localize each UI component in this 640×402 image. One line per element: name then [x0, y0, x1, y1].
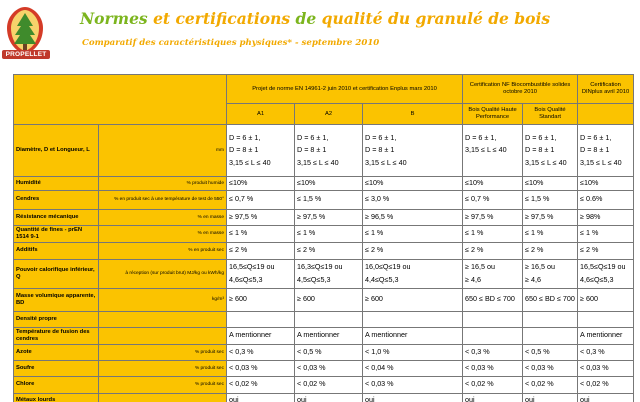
value-cell-nf-std: 650 ≤ BD ≤ 700 [523, 288, 578, 311]
value-cell-nf-high: ≤10% [463, 177, 523, 191]
header-group-en14961: Projet de norme EN 14961-2 juin 2010 et certification Enplus mars 2010 [227, 75, 463, 104]
value-cell-din [578, 259, 634, 288]
header-corner-cell [14, 75, 227, 125]
value-cell-a2: ≥ 600 [295, 288, 363, 311]
value-cell-din: ≤ 1 % [578, 225, 634, 242]
table-row [14, 344, 634, 360]
criterion-unit: % produit sec [99, 344, 227, 360]
value-cell-b: ≤ 2 % [363, 242, 463, 259]
value-line: D = 6 ± 1, [229, 132, 261, 142]
value-cell-nf-high: ≤ 2 % [463, 242, 523, 259]
value-cell-nf-std [523, 327, 578, 344]
value-cell-nf-std: ≤10% [523, 177, 578, 191]
criterion-unit: % en masse [99, 209, 227, 225]
table-row [14, 225, 634, 242]
header-row-groups [14, 75, 634, 104]
criterion-label: Métaux lourds [14, 393, 99, 402]
value-cell-b: oui [363, 393, 463, 402]
value-cell-din [578, 125, 634, 177]
value-cell-a2: ≤ 1,5 % [295, 190, 363, 209]
value-cell-b: A mentionner [363, 327, 463, 344]
criterion-label: Masse volumique apparente, BD [14, 288, 99, 311]
header-class-nf-std: Bois Qualité Standart [523, 104, 578, 125]
value-cell-a1: ≤ 2 % [227, 242, 295, 259]
criterion-unit: % produit sec [99, 376, 227, 393]
header-group-nf: Certification NF Biocombustible solides octobre 2010 [463, 75, 578, 104]
value-line: 4,4≤Q≤5,3 [365, 274, 399, 284]
value-cell-b [363, 311, 463, 327]
table-row [14, 177, 634, 191]
value-line: D = 6 ± 1, [465, 132, 497, 142]
value-cell-nf-high [463, 125, 523, 177]
value-cell-a2: ≤10% [295, 177, 363, 191]
value-line: ≥ 4,6 [465, 274, 481, 284]
table-row [14, 259, 634, 288]
value-cell-din: oui [578, 393, 634, 402]
criterion-unit: % en masse [99, 225, 227, 242]
value-cell-b [363, 125, 463, 177]
value-cell-a2: < 0,03 % [295, 360, 363, 376]
criterion-unit [99, 311, 227, 327]
value-cell-b: < 0,03 % [363, 376, 463, 393]
value-line: D = 8 ± 1 [365, 145, 395, 155]
value-line: D = 8 ± 1 [525, 145, 555, 155]
value-cell-a1: ≥ 97,5 % [227, 209, 295, 225]
table-row [14, 190, 634, 209]
value-line: 3,15 ≤ L ≤ 40 [580, 157, 622, 167]
table-row [14, 242, 634, 259]
criterion-label: Additifs [14, 242, 99, 259]
value-cell-din: < 0,3 % [578, 344, 634, 360]
criterion-label: Cendres [14, 190, 99, 209]
criterion-label: Densité propre [14, 311, 99, 327]
value-cell-nf-high [463, 259, 523, 288]
value-cell-a1 [227, 125, 295, 177]
value-cell-a1: ≤10% [227, 177, 295, 191]
table-row [14, 376, 634, 393]
value-cell-a1: < 0,02 % [227, 376, 295, 393]
value-cell-a2: ≤ 2 % [295, 242, 363, 259]
criterion-label: Humidité [14, 177, 99, 191]
comparison-table [13, 74, 634, 402]
criterion-unit [99, 327, 227, 344]
table-row [14, 327, 634, 344]
value-cell-din: < 0,02 % [578, 376, 634, 393]
header-class-a1: A1 [227, 104, 295, 125]
criterion-unit: à réception (sur produit brut) MJ/kg ou kWh/kg [99, 259, 227, 288]
value-line: 16,5≤Q≤19 ou [229, 262, 275, 272]
value-cell-nf-std: < 0,5 % [523, 344, 578, 360]
table-body [14, 75, 634, 402]
criterion-unit: % en produit sec [99, 242, 227, 259]
header-class-din [578, 104, 634, 125]
value-cell-din [578, 311, 634, 327]
value-cell-b: < 1,0 % [363, 344, 463, 360]
value-cell-nf-std: ≤ 2 % [523, 242, 578, 259]
criterion-unit [99, 393, 227, 402]
value-line: D = 8 ± 1 [580, 145, 610, 155]
value-cell-din: ≤ 0.6% [578, 190, 634, 209]
table-row [14, 288, 634, 311]
value-cell-nf-high: ≤ 1 % [463, 225, 523, 242]
value-cell-nf-std: ≥ 97,5 % [523, 209, 578, 225]
value-cell-a2: ≥ 97,5 % [295, 209, 363, 225]
value-cell-b: < 0,04 % [363, 360, 463, 376]
value-cell-nf-std: ≤ 1,5 % [523, 190, 578, 209]
value-cell-a1: A mentionner [227, 327, 295, 344]
criterion-label: Chlore [14, 376, 99, 393]
header-group-dinplus: Certification DINplus avril 2010 [578, 75, 634, 104]
value-line: D = 8 ± 1 [229, 145, 259, 155]
header-class-nf-high: Bois Qualité Haute Performance [463, 104, 523, 125]
value-cell-nf-high: 650 ≤ BD ≤ 700 [463, 288, 523, 311]
criterion-label: Diamètre, D et Longueur, L [14, 125, 99, 177]
value-cell-din: A mentionner [578, 327, 634, 344]
page-subtitle: Comparatif des caractéristiques physiques* - septembre 2010 [82, 38, 380, 48]
value-cell-din: ≤ 2 % [578, 242, 634, 259]
value-cell-nf-high [463, 327, 523, 344]
criterion-label: Pouvoir calorifique inférieur, Q [14, 259, 99, 288]
criterion-unit: % en produit sec à une température de test de 550° [99, 190, 227, 209]
value-line: 3,15 ≤ L ≤ 40 [465, 145, 507, 155]
value-line: 3,15 ≤ L ≤ 40 [297, 157, 339, 167]
value-cell-nf-std [523, 259, 578, 288]
value-cell-a2 [295, 259, 363, 288]
value-cell-nf-high: ≤ 0,7 % [463, 190, 523, 209]
criterion-label: Quantité de fines - prEN 1514 9-1 [14, 225, 99, 242]
value-cell-a2: ≤ 1 % [295, 225, 363, 242]
value-cell-din: < 0,03 % [578, 360, 634, 376]
criterion-unit: kg/m³ [99, 288, 227, 311]
value-line: D = 8 ± 1 [297, 145, 327, 155]
value-line: 3,15 ≤ L ≤ 40 [525, 157, 567, 167]
value-cell-nf-high: oui [463, 393, 523, 402]
value-cell-b [363, 259, 463, 288]
value-cell-nf-std: < 0,03 % [523, 360, 578, 376]
value-cell-nf-high: ≥ 97,5 % [463, 209, 523, 225]
value-line: 4,6≤Q≤5,3 [580, 274, 614, 284]
criterion-unit: % produit sec [99, 360, 227, 376]
value-line [465, 157, 520, 170]
value-cell-a1: oui [227, 393, 295, 402]
value-line: 16,3≤Q≤19 ou [297, 262, 343, 272]
value-cell-a1: ≤ 1 % [227, 225, 295, 242]
value-cell-a1: ≥ 600 [227, 288, 295, 311]
value-cell-nf-std: oui [523, 393, 578, 402]
header-class-b: B [363, 104, 463, 125]
header-class-a2: A2 [295, 104, 363, 125]
table-row [14, 209, 634, 225]
criterion-label: Température de fusion des cendres [14, 327, 99, 344]
value-cell-nf-std: ≤ 1 % [523, 225, 578, 242]
page-title: Normes et certifications de qualité du granulé de bois [80, 9, 551, 28]
value-line: D = 6 ± 1, [297, 132, 329, 142]
value-line: 3,15 ≤ L ≤ 40 [365, 157, 407, 167]
value-line: 3,15 ≤ L ≤ 40 [229, 157, 271, 167]
value-cell-a1: < 0,03 % [227, 360, 295, 376]
value-cell-b: ≤ 3,0 % [363, 190, 463, 209]
value-line: 16,5≤Q≤19 ou [580, 262, 626, 272]
value-cell-nf-high: < 0,3 % [463, 344, 523, 360]
criterion-label: Résistance mécanique [14, 209, 99, 225]
value-cell-a1 [227, 259, 295, 288]
criterion-label: Soufre [14, 360, 99, 376]
value-line: ≥ 16,5 ou [525, 262, 555, 272]
value-cell-din: ≥ 98% [578, 209, 634, 225]
value-cell-nf-high: < 0,02 % [463, 376, 523, 393]
table-row [14, 393, 634, 402]
value-line: D = 6 ± 1, [580, 132, 612, 142]
value-cell-din: ≥ 600 [578, 288, 634, 311]
value-line: 4,5≤Q≤5,3 [297, 274, 331, 284]
value-line: D = 6 ± 1, [365, 132, 397, 142]
logo-wordmark: PROPELLET [2, 50, 50, 59]
value-line: 16,0≤Q≤19 ou [365, 262, 411, 272]
value-line: ≥ 4,6 [525, 274, 541, 284]
value-cell-a1: ≤ 0,7 % [227, 190, 295, 209]
value-cell-nf-high [463, 311, 523, 327]
value-cell-a2: oui [295, 393, 363, 402]
value-cell-a2: < 0,02 % [295, 376, 363, 393]
value-cell-b: ≥ 96,5 % [363, 209, 463, 225]
table-row [14, 311, 634, 327]
value-cell-nf-std: < 0,02 % [523, 376, 578, 393]
value-cell-b: ≤ 1 % [363, 225, 463, 242]
value-cell-nf-std [523, 125, 578, 177]
value-line: 4,6≤Q≤5,3 [229, 274, 263, 284]
value-cell-nf-high: < 0,03 % [463, 360, 523, 376]
value-line: ≥ 16,5 ou [465, 262, 495, 272]
criterion-unit: mm [99, 125, 227, 177]
table-row [14, 360, 634, 376]
value-cell-nf-std [523, 311, 578, 327]
value-cell-b: ≥ 600 [363, 288, 463, 311]
value-cell-a2 [295, 125, 363, 177]
value-cell-b: ≤10% [363, 177, 463, 191]
value-cell-din: ≤10% [578, 177, 634, 191]
value-cell-a2: < 0,5 % [295, 344, 363, 360]
criterion-label: Azote [14, 344, 99, 360]
value-line: D = 6 ± 1, [525, 132, 557, 142]
value-cell-a1 [227, 311, 295, 327]
value-cell-a1: < 0,3 % [227, 344, 295, 360]
criterion-unit: % produit humide [99, 177, 227, 191]
table-row [14, 125, 634, 177]
value-cell-a2: A mentionner [295, 327, 363, 344]
value-cell-a2 [295, 311, 363, 327]
